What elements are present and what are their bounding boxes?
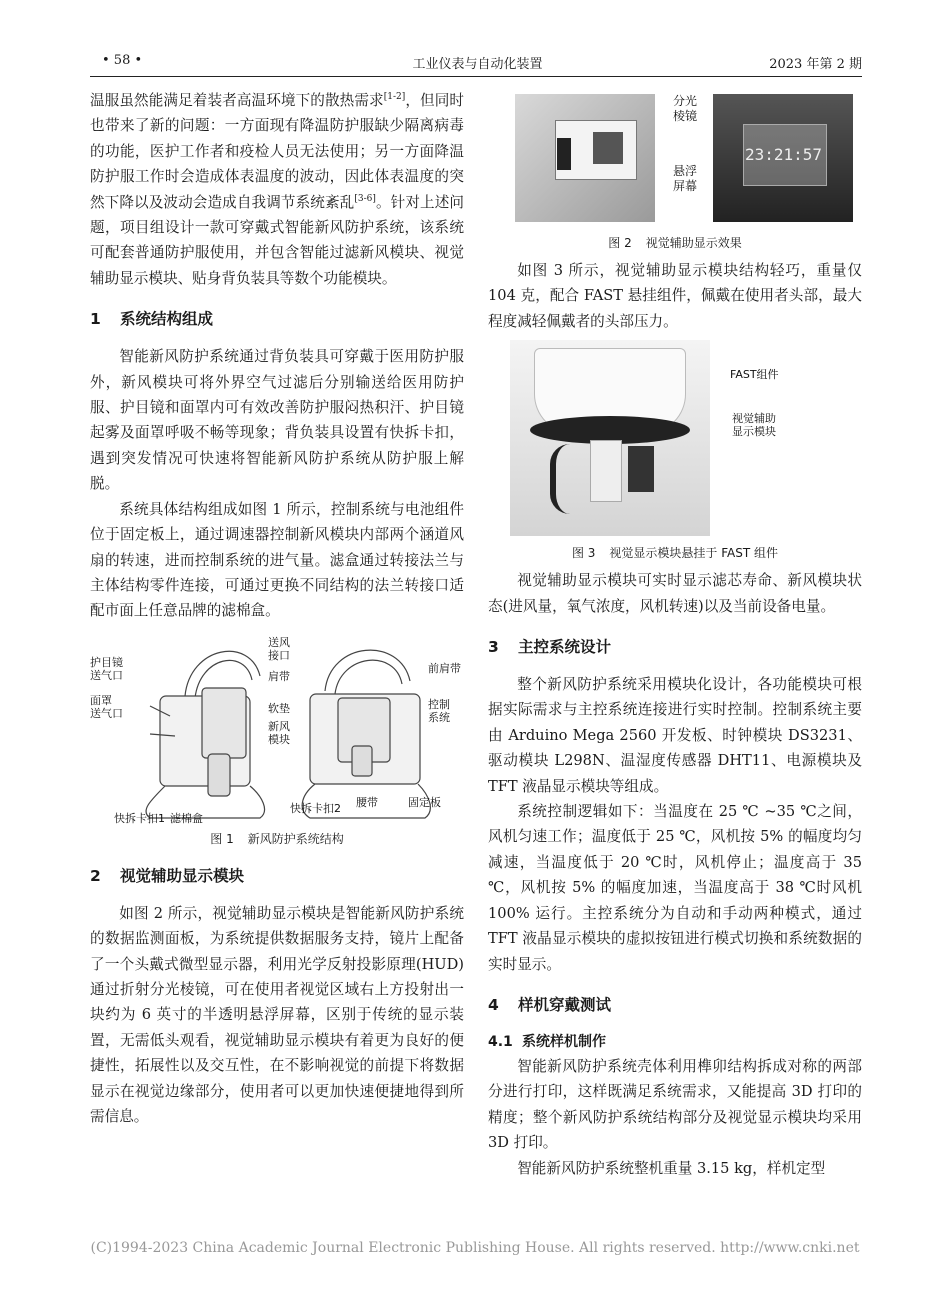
section-4-paragraph-1: 智能新风防护系统壳体利用榫卯结构拆成对称的两部分进行打印，这样既满足系统需求，又能提高 3D 打印的精度；整个新风防护系统结构部分及视觉显示模块均采用 3D 打印。 xyxy=(488,1057,862,1152)
section-1-paragraph-1: 智能新风防护系统通过背负装具可穿戴于医用防护服外，新风模块可将外界空气过滤后分别输送给医用防护服、护目镜和面罩内可有效改善防护服闷热积汗、护目镜起雾及面罩呼吸不畅等现象；背负装具设置有快拆卡扣，遇到突发情况可快速将智能新风防护系统从防护服上解脱。 xyxy=(90,348,464,493)
left-column xyxy=(90,88,464,1129)
screen-photo xyxy=(713,94,853,222)
label-filter-box: 滤棉盒 xyxy=(170,811,203,825)
citation-1-2[interactable]: [1-2] xyxy=(383,92,406,102)
section-3-paragraph-1: 整个新风防护系统采用模块化设计，各功能模块可根据实际需求与主控系统连接进行实时控制。控制系统主要由 Arduino Mega 2560 开发板、时钟模块 DS3231、驱动模块 L298N、温湿度传感器 DHT11、电源模块及 TFT 液晶显示模块等组成。 xyxy=(488,676,862,795)
section-1-paragraph-2: 系统具体结构组成如图 1 所示，控制系统与电池组件位于固定板上，通过调速器控制新风模块内部两个涵道风扇的转速，进而控制系统的进气量。滤盒通过转接法兰与主体结构零件连接，可通过更换不同结构的法兰转接口适配市面上任意品牌的滤棉盒。 xyxy=(90,500,464,620)
label-pad: 软垫 xyxy=(268,701,290,715)
issue-info: 2023 年第 2 期 xyxy=(769,57,862,72)
copyright-footer: (C)1994-2023 China Academic Journal Electronic Publishing House. All rights reserved. http://www.cnki.net xyxy=(90,1240,860,1256)
intro-paragraph: 温服虽然能满足着装者高温环境下的散热需求[1-2]，但同时也带来了新的问题：一方面现有降温防护服缺少隔离病毒的功能，医护工作者和疫检人员无法使用；另一方面降温防护服工作时会造成体表温度的波动，因此体表温度的突然下降以及波动会造成自我调节系统紊乱[3-6]。针对上述问题，项目组设计一款可穿戴式智能新风防护系统，该系统可配套普通防护服使用，并包含智能过滤新风模块、视觉辅助显示模块、贴身背负装具等数个功能模块。 xyxy=(90,92,464,287)
label-front-strap: 前肩带 xyxy=(428,661,461,675)
label-floating-screen: 悬浮 屏幕 xyxy=(673,164,698,193)
figure-2-caption: 图 2 视觉辅助显示效果 xyxy=(608,236,742,250)
section-4-paragraph-2: 智能新风防护系统整机重量 3.15 kg，样机定型 xyxy=(517,1159,826,1177)
section-3-heading: 3 主控系统设计 xyxy=(488,638,612,657)
display-paragraph: 视觉辅助显示模块可实时显示滤芯寿命、新风模块状态(进风量，氧气浓度，风机转速)以及当前设备电量。 xyxy=(488,572,862,615)
label-shoulder-strap: 肩带 xyxy=(268,669,290,683)
section-3-paragraph-2: 系统控制逻辑如下：当温度在 25 ℃ ~35 ℃之间，风机匀速工作；温度低于 25 ℃，风机按 5% 的幅度均匀减速，当温度低于 20 ℃时，风机停止；温度高于 35 ℃，风机按 5% 的幅度加速，当温度高于 38 ℃时风机 100% 运行。主控系统分为自动和手动两种模式，通过 TFT 液晶显示模块的虚拟按钮进行模式切换和系统数据的实时显示。 xyxy=(488,803,862,973)
section-1-heading: 1 系统结构组成 xyxy=(90,310,214,329)
subsection-4-1-heading: 4.1 系统样机制作 xyxy=(488,1033,606,1050)
prism-photo xyxy=(515,94,655,222)
clock-readout: 23:21:57 xyxy=(745,145,823,164)
label-mask-inlet: 面罩 送气口 xyxy=(90,693,123,720)
figure-1-caption: 图 1 新风防护系统结构 xyxy=(210,831,344,846)
label-control-system: 控制 系统 xyxy=(428,697,450,724)
label-prism: 分光 棱镜 xyxy=(673,94,698,123)
section-4-heading: 4 样机穿戴测试 xyxy=(488,995,612,1014)
label-display-module: 视觉辅助 显示模块 xyxy=(732,412,776,439)
section-2-heading: 2 视觉辅助显示模块 xyxy=(90,866,245,885)
figure-2 xyxy=(515,94,835,230)
running-header xyxy=(90,50,862,76)
citation-3-6[interactable]: [3-6] xyxy=(354,193,376,204)
fast-module-photo xyxy=(510,340,710,536)
label-fixed-plate: 固定板 xyxy=(408,795,441,809)
right-column xyxy=(488,88,862,1181)
figure-3-intro-paragraph: 如图 3 所示，视觉辅助显示模块结构轻巧，重量仅 104 克，配合 FAST 悬挂组件，佩戴在使用者头部，最大程度减轻佩戴者的头部压力。 xyxy=(488,262,862,330)
page-number: • 58 • xyxy=(102,53,143,68)
journal-name: 工业仪表与自动化装置 xyxy=(412,57,543,72)
label-fast-component: FAST组件 xyxy=(730,368,779,382)
header-rule xyxy=(90,76,862,77)
section-2-paragraph-1: 如图 2 所示，视觉辅助显示模块是智能新风防护系统的数据监测面板，为系统提供数据服务支持，镜片上配备了一个头戴式微型显示器，利用光学反射投影原理(HUD)通过折射分光棱镜，可在使用者视觉区域右上方投射出一块约为 6 英寸的半透明悬浮屏幕，区别于传统的显示装置，无需低头观看，视觉辅助显示模块有着更为良好的便捷性，拓展性以及交互性，在不影响视觉的前提下将数据显示在视觉边缘部分，使用者可以更加快速便捷地得到所需信息。 xyxy=(90,904,464,1125)
label-goggle-inlet: 护目镜 送气口 xyxy=(90,655,123,682)
label-quick-release-1: 快拆卡扣1 xyxy=(114,811,165,825)
figure-1 xyxy=(90,636,464,826)
label-quick-release-2: 快拆卡扣2 xyxy=(290,801,341,815)
label-fresh-air-module: 新风 模块 xyxy=(268,719,290,746)
figure-3-caption: 图 3 视觉显示模块悬挂于 FAST 组件 xyxy=(571,546,779,561)
label-waist-belt: 腰带 xyxy=(356,795,378,809)
label-air-inlet: 送风 接口 xyxy=(268,635,290,662)
figure-3 xyxy=(510,340,840,540)
